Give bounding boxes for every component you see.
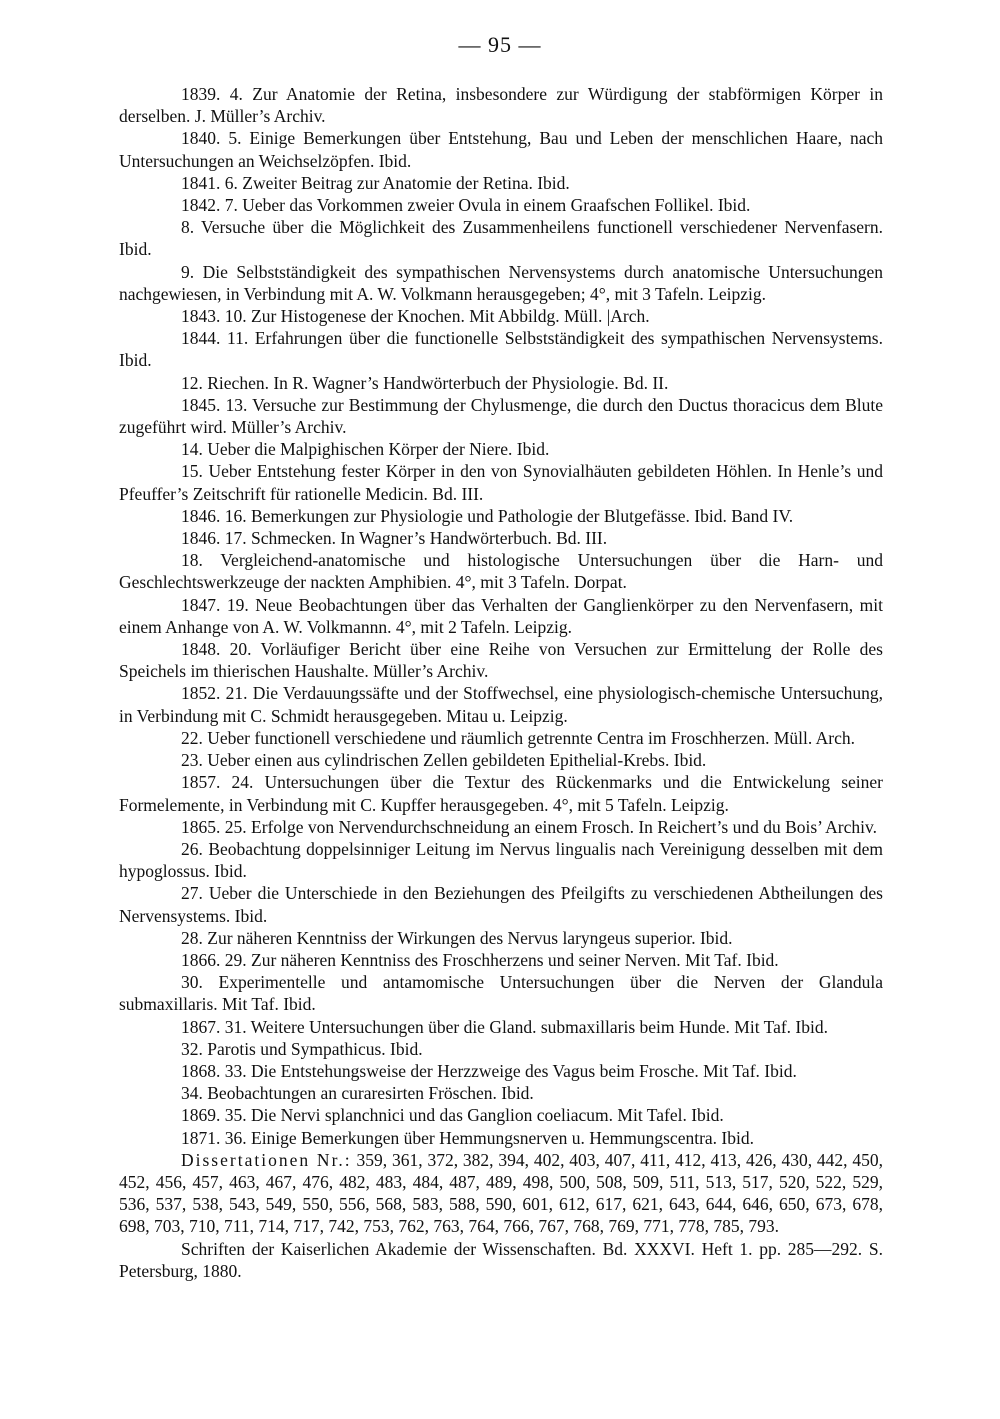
bibliography-entry: 1840. 5. Einige Bemerkungen über Entstehung, Bau und Leben der menschlichen Haare, nach Untersuchungen an Weichselzöpfen. Ibid. xyxy=(119,128,883,171)
bibliography-list xyxy=(119,83,883,1282)
source-citation: Schriften der Kaiserlichen Akademie der Wissenschaften. Bd. XXXVI. Heft 1. pp. 285—292. S. Petersburg, 1880. xyxy=(119,1238,883,1281)
bibliography-entry: 18. Vergleichend-anatomische und histologische Untersuchungen über die Harn- und Geschlechtswerkzeuge der nackten Amphibien. 4°, mit 3 Tafeln. Dorpat. xyxy=(119,550,883,593)
bibliography-entry: 1841. 6. Zweiter Beitrag zur Anatomie der Retina. Ibid. xyxy=(181,172,570,193)
dissertations-list xyxy=(119,1149,883,1238)
bibliography-entry: 1847. 19. Neue Beobachtungen über das Verhalten der Ganglienkörper zu den Nervenfasern, mit einem Anhange von A. W. Volkmannn. 4°, mit 2 Tafeln. Leipzig. xyxy=(119,594,883,637)
bibliography-entry: 1866. 29. Zur näheren Kenntniss des Froschherzens und seiner Nerven. Mit Taf. Ibid. xyxy=(181,949,779,970)
bibliography-entry: 9. Die Selbstständigkeit des sympathischen Nervensystems durch anatomische Untersuchungen nachgewiesen, in Verbindung mit A. W. Volkmann herausgegeben; 4°, mit 3 Tafeln. Leipzig. xyxy=(119,261,883,304)
bibliography-entry: 1865. 25. Erfolge von Nervendurchschneidung an einem Frosch. In Reichert’s und du Bois’ Archiv. xyxy=(181,816,877,837)
bibliography-entry: 1844. 11. Erfahrungen über die functionelle Selbstständigkeit des sympathischen Nervensystems. Ibid. xyxy=(119,328,883,371)
dissertations-numbers: 359, 361, 372, 382, 394, 402, 403, 407, 411, 412, 413, 426, 430, 442, 450, 452, 456, 457, 463, 467, 476, 482, 483, 484, 487, 489, 498, 500, 508, 509, 511, 513, 517, 520, 522, 529, 536, 537, 538, 543, 549, 550, 556, 568, 583, 588, 590, 601, 612, 617, 621, 643, 644, 646, 650, 673, 678, 698, 703, 710, 711, 714, 717, 742, 753, 762, 763, 764, 766, 767, 768, 769, 771, 778, 785, 793. xyxy=(119,1149,883,1237)
bibliography-entry: 28. Zur näheren Kenntniss der Wirkungen des Nervus laryngeus superior. Ibid. xyxy=(181,927,733,948)
bibliography-entry: 14. Ueber die Malpighischen Körper der Niere. Ibid. xyxy=(181,439,550,460)
bibliography-entry: 1867. 31. Weitere Untersuchungen über die Gland. submaxillaris beim Hunde. Mit Taf. Ibid. xyxy=(181,1016,828,1037)
bibliography-entry: 8. Versuche über die Möglichkeit des Zusammenheilens functionell verschiedener Nervenfasern. Ibid. xyxy=(119,217,883,260)
bibliography-entry: 1871. 36. Einige Bemerkungen über Hemmungsnerven u. Hemmungscentra. Ibid. xyxy=(181,1127,754,1148)
bibliography-entry: 30. Experimentelle und antamomische Untersuchungen über die Nerven der Glandula submaxillaris. Mit Taf. Ibid. xyxy=(119,972,883,1015)
bibliography-entry: 34. Beobachtungen an curaresirten Fröschen. Ibid. xyxy=(181,1083,534,1104)
bibliography-entry: 1846. 16. Bemerkungen zur Physiologie und Pathologie der Blutgefässe. Ibid. Band IV. xyxy=(181,505,794,526)
bibliography-entry: 27. Ueber die Unterschiede in den Beziehungen des Pfeilgifts zu verschiedenen Abtheilungen des Nervensystems. Ibid. xyxy=(119,883,883,926)
bibliography-entry: 12. Riechen. In R. Wagner’s Handwörterbuch der Physiologie. Bd. II. xyxy=(181,372,669,393)
dissertations-label: Dissertationen Nr.: xyxy=(181,1149,352,1170)
bibliography-entry: 1845. 13. Versuche zur Bestimmung der Chylusmenge, die durch den Ductus thoracicus dem Blute zugeführt wird. Müller’s Archiv. xyxy=(119,394,883,438)
bibliography-entry: 1869. 35. Die Nervi splanchnici und das Ganglion coeliacum. Mit Tafel. Ibid. xyxy=(181,1105,724,1126)
bibliography-entry: 1857. 24. Untersuchungen über die Textur des Rückenmarks und die Entwickelung seiner Formelemente, in Verbindung mit C. Kupffer herausgegeben. 4°, mit 5 Tafeln. Leipzig. xyxy=(119,772,883,815)
bibliography-entry: 23. Ueber einen aus cylindrischen Zellen gebildeten Epithelial-Krebs. Ibid. xyxy=(181,750,707,771)
page-number: — 95 — xyxy=(458,32,542,57)
bibliography-entry: 22. Ueber functionell verschiedene und räumlich getrennte Centra im Froschherzen. Müll. Arch. xyxy=(181,727,856,748)
bibliography-entry: 1852. 21. Die Verdauungssäfte und der Stoffwechsel, eine physiologisch-chemische Untersuchung, in Verbindung mit C. Schmidt herausgegeben. Mitau u. Leipzig. xyxy=(119,683,883,726)
bibliography-entry: 1843. 10. Zur Histogenese der Knochen. Mit Abbildg. Müll. |Arch. xyxy=(181,306,650,327)
bibliography-entry: 15. Ueber Entstehung fester Körper in den von Synovialhäuten gebildeten Höhlen. In Henle’s und Pfeuffer’s Zeitschrift für rationelle Medicin. Bd. III. xyxy=(119,461,883,504)
bibliography-entry: 1848. 20. Vorläufiger Bericht über eine Reihe von Versuchen zur Ermittelung der Rolle des Speichels im thierischen Haushalte. Müller’s Archiv. xyxy=(119,639,883,682)
bibliography-entry: 1839. 4. Zur Anatomie der Retina, insbesondere zur Würdigung der stabförmigen Körper in derselben. J. Müller’s Archiv. xyxy=(119,84,883,127)
bibliography-entry: 1842. 7. Ueber das Vorkommen zweier Ovula in einem Graafschen Follikel. Ibid. xyxy=(181,195,751,216)
bibliography-entry: 32. Parotis und Sympathicus. Ibid. xyxy=(181,1038,423,1059)
bibliography-entry: 1846. 17. Schmecken. In Wagner’s Handwörterbuch. Bd. III. xyxy=(181,528,608,549)
bibliography-entry: 26. Beobachtung doppelsinniger Leitung im Nervus lingualis nach Vereinigung desselben mit dem hypoglossus. Ibid. xyxy=(119,838,883,882)
bibliography-entry: 1868. 33. Die Entstehungsweise der Herzzweige des Vagus beim Frosche. Mit Taf. Ibid. xyxy=(181,1060,797,1081)
